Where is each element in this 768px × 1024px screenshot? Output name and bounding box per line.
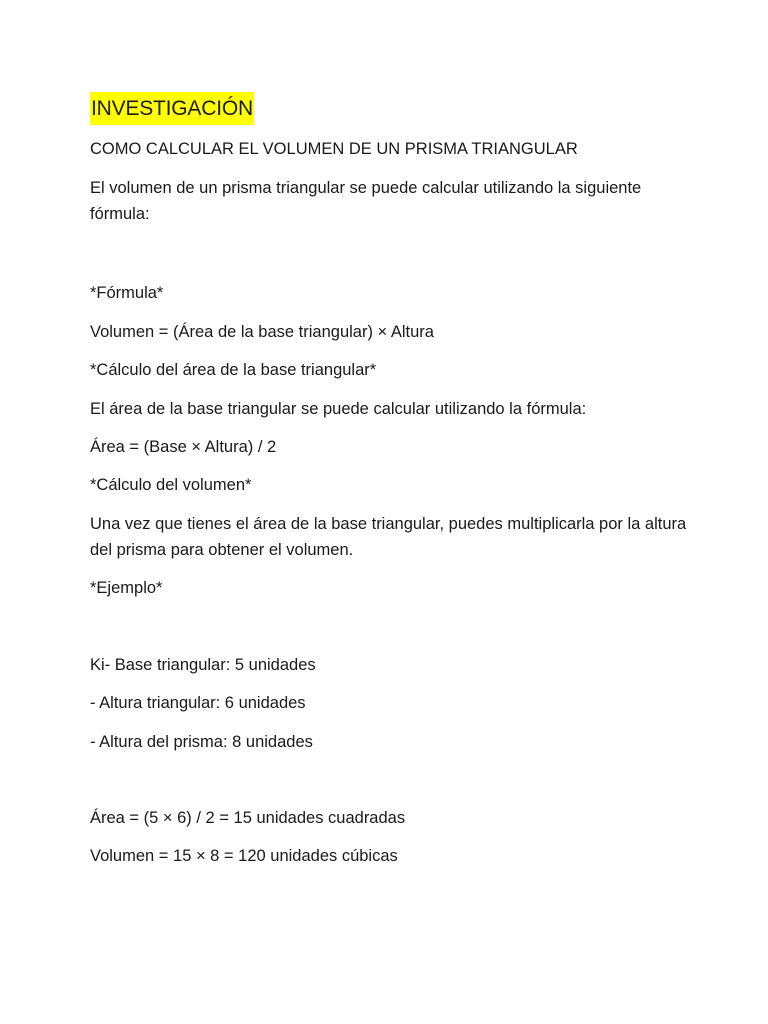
example-heading: *Ejemplo* bbox=[90, 579, 163, 597]
intro-paragraph: El volumen de un prisma triangular se puede calcular utilizando la siguiente fórmula: bbox=[90, 179, 642, 223]
area-heading: *Cálculo del área de la base triangular* bbox=[90, 361, 377, 379]
formula-heading: *Fórmula* bbox=[90, 284, 164, 302]
result-volume: Volumen = 15 × 8 = 120 unidades cúbicas bbox=[90, 847, 398, 865]
result-area: Área = (5 × 6) / 2 = 15 unidades cuadradas bbox=[90, 809, 406, 827]
document-title: INVESTIGACIÓN bbox=[90, 92, 254, 125]
area-text: El área de la base triangular se puede calcular utilizando la fórmula: bbox=[90, 400, 587, 418]
volume-heading: *Cálculo del volumen* bbox=[90, 476, 252, 494]
example-item: Ki- Base triangular: 5 unidades bbox=[90, 656, 316, 674]
volume-formula: Volumen = (Área de la base triangular) × Altura bbox=[90, 323, 434, 341]
area-formula: Área = (Base × Altura) / 2 bbox=[90, 438, 277, 456]
example-item: - Altura triangular: 6 unidades bbox=[90, 694, 306, 712]
volume-text: Una vez que tienes el área de la base triangular, puedes multiplicarla por la altura del prisma para obtener el volumen. bbox=[90, 515, 687, 559]
document-subtitle: COMO CALCULAR EL VOLUMEN DE UN PRISMA TRIANGULAR bbox=[90, 140, 578, 158]
example-item: - Altura del prisma: 8 unidades bbox=[90, 733, 313, 751]
